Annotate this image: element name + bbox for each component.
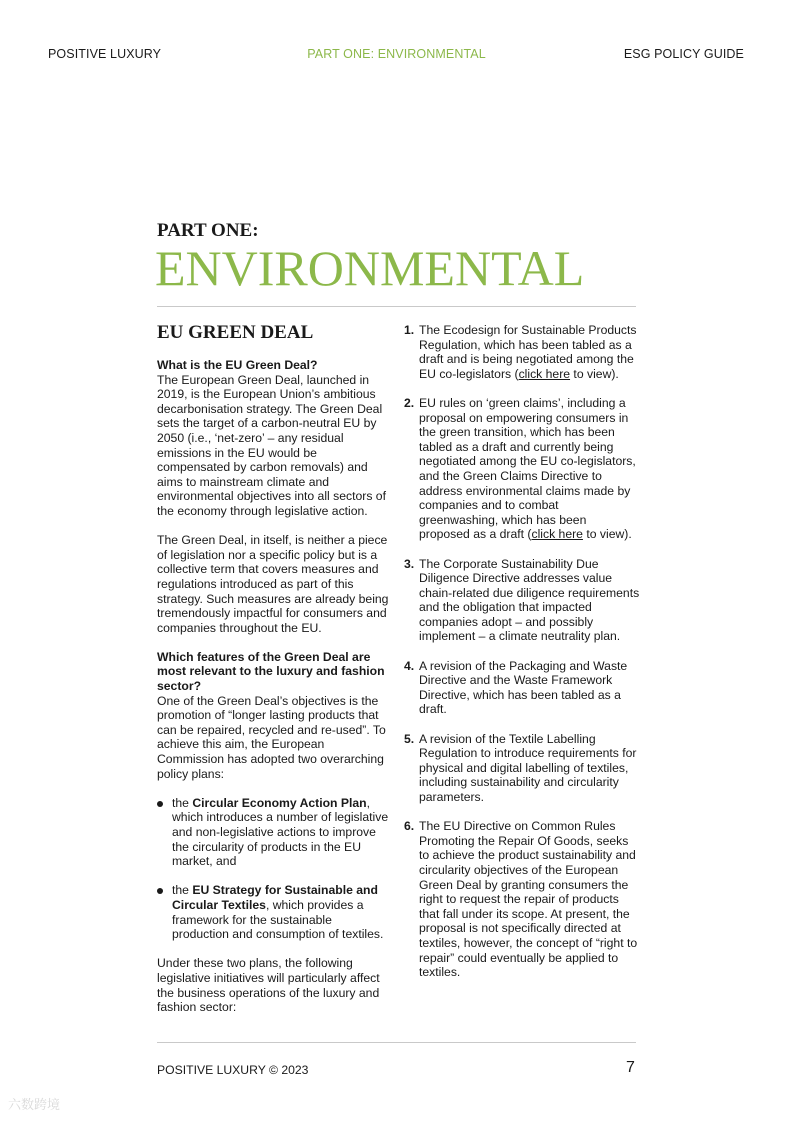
- item-number: 4.: [404, 658, 415, 673]
- click-here-link[interactable]: click here: [518, 366, 571, 381]
- top-divider: [157, 306, 636, 307]
- bullet-bold: Circular Economy Action Plan: [192, 795, 367, 810]
- bullet-icon: [157, 801, 163, 807]
- item-text: The Corporate Sustainability Due Diligence Directive addresses value chain-related due diligence requirements and the obligation that impacted companies adopt – and possibly implement – a climate neutrality plan.: [419, 556, 640, 644]
- item-number: 5.: [404, 731, 415, 746]
- right-column: [404, 323, 640, 994]
- header-section: PART ONE: ENVIRONMENTAL: [307, 47, 486, 61]
- item-number: 3.: [404, 556, 415, 571]
- item-number: 6.: [404, 819, 415, 834]
- bottom-divider: [157, 1042, 636, 1043]
- question-heading: What is the EU Green Deal?: [157, 358, 318, 372]
- initiative-list: [404, 323, 640, 980]
- paragraph: One of the Green Deal’s objectives is the promotion of “longer lasting products that can be repaired, recycled and re-used”. To achieve this aim, the European Commission has adopted two overarching policy plans:: [157, 693, 386, 781]
- list-item: [404, 732, 640, 805]
- bullet-text: the: [172, 795, 193, 810]
- list-item: [404, 557, 640, 645]
- item-number: 1.: [404, 323, 415, 337]
- left-column: [157, 322, 389, 1029]
- footer-copyright: POSITIVE LUXURY © 2023: [157, 1063, 309, 1077]
- question-heading: Which features of the Green Deal are most relevant to the luxury and fashion sector?: [157, 649, 385, 694]
- item-text-after: to view).: [582, 527, 632, 542]
- item-text: A revision of the Packaging and Waste Directive and the Waste Framework Directive, which has been tabled as a draft.: [419, 658, 628, 717]
- list-item: [157, 796, 389, 869]
- list-item: [404, 323, 640, 381]
- item-text: A revision of the Textile Labelling Regulation to introduce requirements for physical and digital labelling of textiles, including sustainability and circularity parameters.: [419, 731, 637, 804]
- page-number: 7: [626, 1059, 635, 1076]
- bullet-text: , which introduces a number of legislative and non-legislative actions to improve the circularity of products in the EU market, and: [172, 795, 389, 869]
- bullet-bold: EU Strategy for Sustainable and Circular Textiles: [172, 883, 378, 912]
- bullet-text: the: [172, 883, 193, 898]
- paragraph: Under these two plans, the following legislative initiatives will particularly affect the business operations of the luxury and fashion sector:: [157, 956, 380, 1015]
- item-text: EU rules on ‘green claims’, including a proposal on empowering consumers in the green transition, which has been tabled as a draft and currently being negotiated among the EU co-legislators, and the Green Claims Directive to address environmental claims made by companies and to combat greenwashing, which has been proposed as a draft (: [419, 395, 636, 542]
- item-text: The EU Directive on Common Rules Promoting the Repair Of Goods, seeks to achieve the product sustainability and circularity objectives of the European Green Deal by granting consumers the right to request the repair of products that fall under its scope. At present, the proposal is not specifically directed at textiles, however, the concept of “right to repair” could eventually be applied to textiles.: [419, 819, 638, 980]
- bullet-text: , which provides a framework for the sustainable production and consumption of textiles.: [172, 897, 384, 942]
- header-guide-title: ESG POLICY GUIDE: [623, 47, 744, 61]
- part-label: PART ONE:: [157, 220, 259, 241]
- part-title: ENVIRONMENTAL: [155, 240, 585, 296]
- item-text-after: to view).: [570, 366, 619, 381]
- section-title: EU GREEN DEAL: [157, 322, 314, 343]
- item-text: The Ecodesign for Sustainable Products Regulation, which has been tabled as a draft and is being negotiated among the EU co-legislators (: [419, 323, 637, 381]
- paragraph: The Green Deal, in itself, is neither a piece of legislation nor a specific policy but is a collective term that covers measures and regulations introduced as part of this strategy. Such measures are already being tremendously impactful for consumers and companies throughout the EU.: [157, 533, 389, 635]
- click-here-link[interactable]: click here: [531, 527, 583, 542]
- list-item: [404, 659, 640, 717]
- policy-plan-list: [157, 796, 389, 942]
- bullet-icon: [157, 888, 163, 894]
- list-item: [404, 819, 640, 980]
- paragraph: The European Green Deal, launched in 2019, is the European Union’s ambitious decarbonisation strategy. The Green Deal sets the target of a carbon-neutral EU by 2050 (i.e., ‘net-zero’ – any residual emissions in the EU would be compensated by carbon removals) and aims to mainstream climate and environmental objectives into all sectors of the economy through legislative action.: [157, 372, 386, 518]
- header-brand: POSITIVE LUXURY: [48, 47, 162, 61]
- item-number: 2.: [404, 395, 415, 410]
- list-item: [404, 396, 640, 542]
- watermark-logo: 六数跨境: [8, 1097, 61, 1112]
- list-item: [157, 883, 389, 941]
